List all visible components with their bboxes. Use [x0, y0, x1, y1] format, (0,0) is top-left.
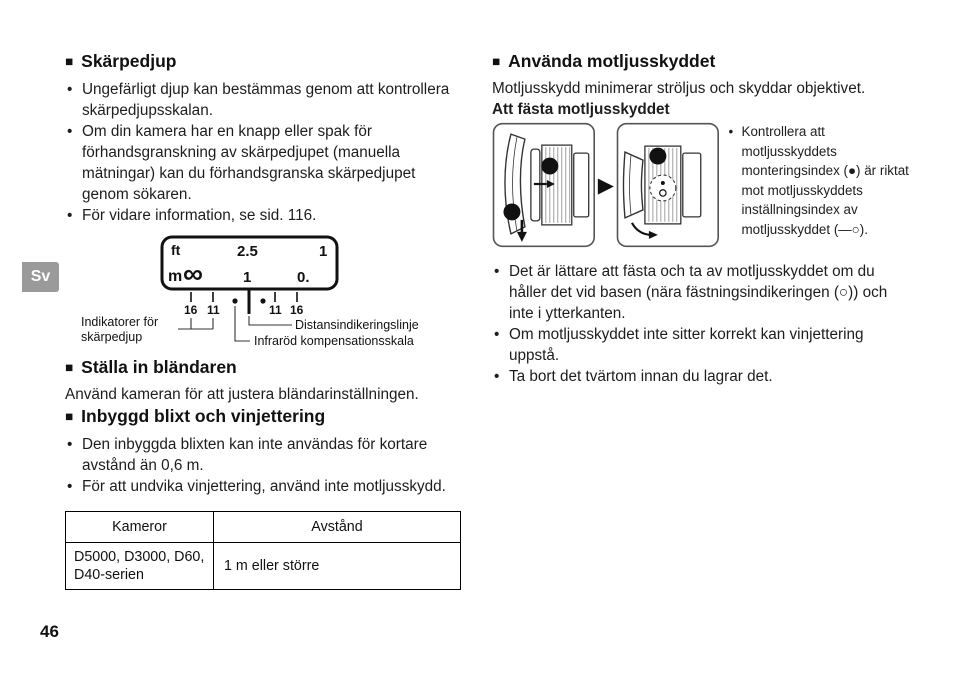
- table-cell-distance: 1 m eller större: [214, 543, 461, 590]
- infrared-scale-label: Infraröd kompensationsskala: [254, 334, 414, 348]
- table-header-distance: Avstånd: [214, 512, 461, 543]
- bullet-item: • För vidare information, se sid. 116.: [65, 205, 461, 226]
- dof-leader-lines: [178, 318, 213, 329]
- dof-number: 16: [290, 303, 304, 317]
- hood-attach-figure: [492, 122, 916, 248]
- step-3-number: 3: [654, 149, 662, 164]
- dof-label-line1: Indikatorer för: [81, 315, 159, 329]
- section-title-text: Använda motljusskyddet: [508, 51, 716, 71]
- table-row: [66, 543, 461, 590]
- scale-ft-label: ft: [171, 242, 181, 258]
- distance-line-label: Distansindikeringslinje: [295, 318, 419, 332]
- section-marker-icon: ■: [492, 54, 501, 69]
- bullet-item: • Om din kamera har en knapp eller spak för förhandsgranskning av skärpedjupet (manuella mätningar) kan du förhandsgranska skärpedjupet genom sökaren.: [65, 121, 461, 205]
- section-title-text: Skärpedjup: [81, 51, 177, 71]
- camera-distance-table: [65, 511, 461, 590]
- bullet-item: • För att undvika vinjettering, använd inte motljusskydd.: [65, 476, 461, 497]
- section-marker-icon: ■: [65, 360, 74, 375]
- hood-subheading: Att fästa motljusskyddet: [492, 101, 670, 118]
- mounted-hood-shape: [623, 152, 642, 218]
- section-marker-icon: ■: [65, 54, 74, 69]
- step-1-number: 1: [546, 159, 554, 174]
- table-cell-cameras: D5000, D3000, D60, D40-serien: [66, 543, 214, 590]
- right-column: [492, 50, 916, 387]
- hood-bullet-list: [492, 261, 916, 387]
- infrared-dot-right: [260, 298, 265, 303]
- table-header-row: [66, 512, 461, 543]
- bullet-item: • Ungefärligt djup kan bestämmas genom att kontrollera skärpedjupsskalan.: [65, 79, 461, 121]
- infrared-dot-left: [232, 298, 237, 303]
- lens-barrel-rear: [683, 153, 701, 217]
- dof-label-line2: skärpedjup: [81, 330, 143, 344]
- table-header-cameras: Kameror: [66, 512, 214, 543]
- left-column: [65, 50, 461, 590]
- section-title-text: Inbyggd blixt och vinjettering: [81, 406, 326, 426]
- section-marker-icon: ■: [65, 409, 74, 424]
- scale-ft-value-right: 1: [319, 243, 328, 260]
- scale-m-label: m: [168, 268, 183, 285]
- hood-intro-text: Motljusskydd minimerar ströljus och skyddar objektivet.: [492, 80, 866, 97]
- section-title-aperture: [65, 356, 461, 380]
- scale-ft-value: 2.5: [237, 243, 258, 260]
- section-title-flash: [65, 405, 461, 429]
- bullet-item: • Det är lättare att fästa och ta av motljusskyddet om du håller det vid basen (nära fästningsindikeringen (○)) och inte i ytterkanten.: [492, 261, 916, 324]
- scale-m-value-right: 0.: [297, 269, 310, 286]
- bullet-item: • Om motljusskyddet inte sitter korrekt kan vinjettering uppstå.: [492, 324, 916, 366]
- dof-bullet-list: [65, 79, 461, 226]
- bullet-item: • Den inbyggda blixten kan inte användas för kortare avstånd än 0,6 m.: [65, 434, 461, 476]
- flash-bullet-list: [65, 434, 461, 497]
- scale-infinity-symbol: ∞: [183, 258, 203, 289]
- section-title-depth-of-field: [65, 50, 461, 74]
- distance-scale-figure: [79, 234, 459, 356]
- section-title-hood: [492, 50, 916, 74]
- language-tab: Sv: [22, 262, 59, 292]
- hood-side-note: • Kontrollera att motljusskyddets monteringsindex (●) är riktat mot motljusskyddets inställningsindex av motljusskyddet (—○).: [729, 122, 916, 239]
- dof-tick-marks: [191, 292, 297, 302]
- section-title-text: Ställa in bländaren: [81, 357, 237, 377]
- step-2-number: 2: [508, 205, 516, 220]
- aperture-body-text: Använd kameran för att justera bländarinställningen.: [65, 386, 419, 403]
- scale-m-value: 1: [243, 269, 252, 286]
- mounting-index-dot: [661, 181, 665, 185]
- page-number: 46: [40, 622, 59, 641]
- dof-number: 16: [184, 303, 198, 317]
- lens-barrel-rear: [574, 153, 589, 217]
- dof-number: 11: [207, 303, 220, 317]
- bullet-item: • Ta bort det tvärtom innan du lagrar det.: [492, 366, 916, 387]
- hood-attach-step-illustration: [492, 122, 596, 248]
- dof-number: 11: [269, 303, 282, 317]
- hood-align-step-illustration: [616, 122, 720, 248]
- alignment-highlight-circle: [650, 175, 676, 201]
- arrow-right-icon: ▶: [597, 173, 614, 197]
- distance-leader-line: [249, 316, 292, 325]
